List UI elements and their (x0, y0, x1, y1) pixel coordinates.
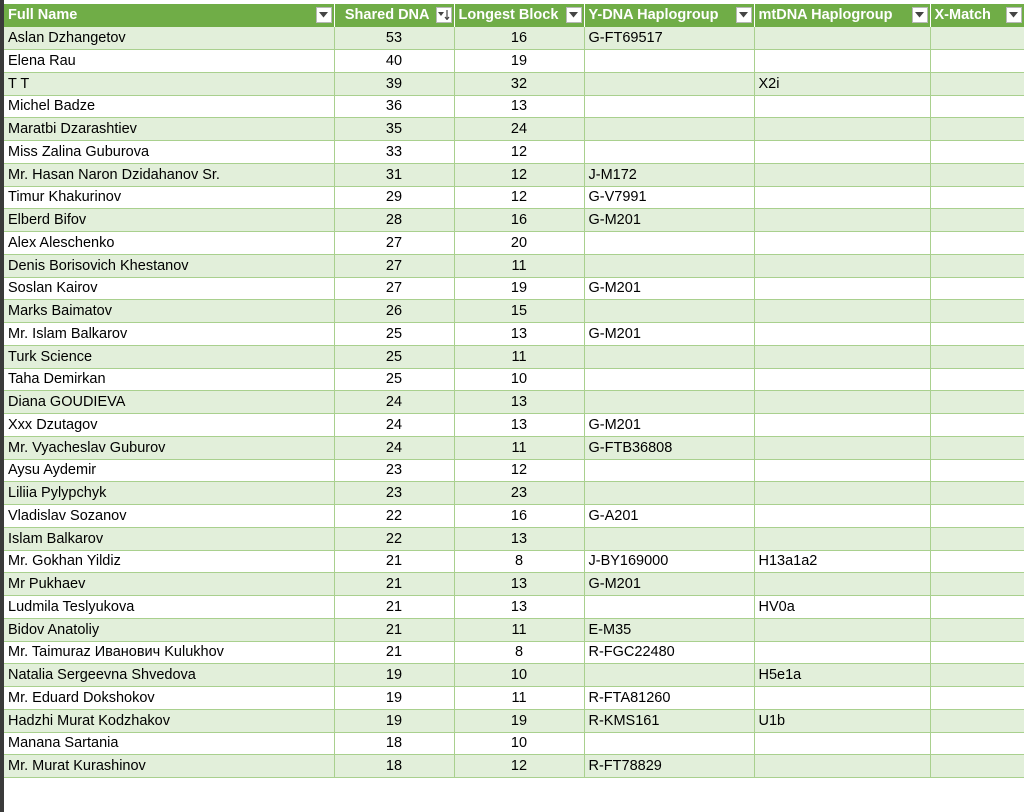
cell-x-match[interactable] (930, 95, 1024, 118)
cell-y-dna[interactable] (584, 527, 754, 550)
table-row (4, 254, 1024, 277)
cell-full-name[interactable]: Miss Zalina Guburova (4, 141, 334, 164)
cell-full-name[interactable]: Manana Sartania (4, 732, 334, 755)
cell-full-name[interactable]: Maratbi Dzarashtiev (4, 118, 334, 141)
cell-y-dna[interactable] (584, 254, 754, 277)
cell-full-name[interactable]: Aslan Dzhangetov (4, 27, 334, 50)
cell-shared-dna[interactable]: 18 (334, 755, 454, 778)
cell-shared-dna[interactable]: 25 (334, 368, 454, 391)
cell-full-name[interactable]: Mr. Vyacheslav Guburov (4, 436, 334, 459)
cell-x-match[interactable] (930, 641, 1024, 664)
header-mtdna-haplogroup (754, 4, 930, 27)
cell-y-dna[interactable] (584, 95, 754, 118)
cell-longest-block[interactable]: 13 (454, 391, 584, 414)
table-body (4, 27, 1024, 778)
cell-shared-dna[interactable]: 21 (334, 596, 454, 619)
cell-longest-block[interactable]: 19 (454, 277, 584, 300)
cell-y-dna[interactable]: R-FTA81260 (584, 687, 754, 710)
cell-mtdna[interactable] (754, 163, 930, 186)
cell-shared-dna[interactable]: 21 (334, 618, 454, 641)
cell-longest-block[interactable]: 19 (454, 709, 584, 732)
table-row (4, 186, 1024, 209)
cell-y-dna[interactable]: E-M35 (584, 618, 754, 641)
table-row (4, 232, 1024, 255)
table-row (4, 300, 1024, 323)
table-row (4, 277, 1024, 300)
cell-y-dna[interactable] (584, 50, 754, 73)
cell-full-name[interactable]: Timur Khakurinov (4, 186, 334, 209)
cell-longest-block[interactable]: 11 (454, 436, 584, 459)
table-row (4, 618, 1024, 641)
cell-longest-block[interactable]: 19 (454, 50, 584, 73)
cell-mtdna[interactable] (754, 755, 930, 778)
cell-longest-block[interactable]: 13 (454, 527, 584, 550)
cell-x-match[interactable] (930, 232, 1024, 255)
cell-shared-dna[interactable]: 27 (334, 254, 454, 277)
cell-mtdna[interactable] (754, 232, 930, 255)
cell-longest-block[interactable]: 13 (454, 414, 584, 437)
cell-mtdna[interactable] (754, 27, 930, 50)
cell-mtdna[interactable] (754, 118, 930, 141)
header-y-dna-haplogroup (584, 4, 754, 27)
cell-mtdna[interactable] (754, 345, 930, 368)
cell-longest-block[interactable]: 13 (454, 573, 584, 596)
cell-full-name[interactable]: Denis Borisovich Khestanov (4, 254, 334, 277)
table-row (4, 596, 1024, 619)
dropdown-filter-icon[interactable] (1006, 7, 1022, 23)
cell-full-name[interactable]: Natalia Sergeevna Shvedova (4, 664, 334, 687)
table-row (4, 482, 1024, 505)
cell-longest-block[interactable]: 11 (454, 345, 584, 368)
cell-x-match[interactable] (930, 118, 1024, 141)
header-mtdna-label: mtDNA Haplogroup (758, 7, 893, 24)
dropdown-filter-icon[interactable] (316, 7, 332, 23)
cell-shared-dna[interactable]: 29 (334, 186, 454, 209)
cell-longest-block[interactable]: 10 (454, 732, 584, 755)
table-row (4, 95, 1024, 118)
cell-x-match[interactable] (930, 436, 1024, 459)
cell-x-match[interactable] (930, 209, 1024, 232)
header-longest-block (454, 4, 584, 27)
cell-longest-block[interactable]: 13 (454, 95, 584, 118)
cell-shared-dna[interactable]: 24 (334, 436, 454, 459)
cell-mtdna[interactable] (754, 505, 930, 528)
cell-longest-block[interactable]: 20 (454, 232, 584, 255)
cell-mtdna[interactable] (754, 414, 930, 437)
cell-longest-block[interactable]: 15 (454, 300, 584, 323)
cell-y-dna[interactable] (584, 732, 754, 755)
header-x-match-label: X-Match (934, 7, 991, 24)
cell-full-name[interactable]: Soslan Kairov (4, 277, 334, 300)
cell-full-name[interactable]: Elberd Bifov (4, 209, 334, 232)
cell-x-match[interactable] (930, 50, 1024, 73)
cell-shared-dna[interactable]: 25 (334, 345, 454, 368)
cell-y-dna[interactable] (584, 391, 754, 414)
table-row (4, 550, 1024, 573)
table-row (4, 27, 1024, 50)
cell-x-match[interactable] (930, 505, 1024, 528)
cell-longest-block[interactable]: 12 (454, 163, 584, 186)
cell-x-match[interactable] (930, 573, 1024, 596)
cell-y-dna[interactable] (584, 141, 754, 164)
table-row (4, 641, 1024, 664)
cell-full-name[interactable]: Marks Baimatov (4, 300, 334, 323)
dropdown-filter-icon[interactable] (736, 7, 752, 23)
cell-shared-dna[interactable]: 24 (334, 391, 454, 414)
cell-mtdna[interactable] (754, 391, 930, 414)
cell-shared-dna[interactable]: 39 (334, 72, 454, 95)
cell-full-name[interactable]: Mr. Murat Kurashinov (4, 755, 334, 778)
cell-x-match[interactable] (930, 527, 1024, 550)
header-full-name-label: Full Name (8, 7, 78, 24)
cell-shared-dna[interactable]: 22 (334, 505, 454, 528)
cell-full-name[interactable]: Turk Science (4, 345, 334, 368)
cell-full-name[interactable]: Ludmila Teslyukova (4, 596, 334, 619)
cell-mtdna[interactable] (754, 459, 930, 482)
table-row (4, 209, 1024, 232)
cell-longest-block[interactable]: 13 (454, 323, 584, 346)
cell-y-dna[interactable] (584, 345, 754, 368)
cell-full-name[interactable]: Vladislav Sozanov (4, 505, 334, 528)
cell-full-name[interactable]: Elena Rau (4, 50, 334, 73)
cell-x-match[interactable] (930, 277, 1024, 300)
cell-longest-block[interactable]: 12 (454, 141, 584, 164)
cell-x-match[interactable] (930, 323, 1024, 346)
cell-mtdna[interactable] (754, 368, 930, 391)
cell-shared-dna[interactable]: 23 (334, 459, 454, 482)
cell-y-dna[interactable]: G-M201 (584, 277, 754, 300)
cell-mtdna[interactable] (754, 254, 930, 277)
cell-mtdna[interactable] (754, 277, 930, 300)
cell-longest-block[interactable]: 12 (454, 459, 584, 482)
cell-mtdna[interactable] (754, 323, 930, 346)
cell-x-match[interactable] (930, 618, 1024, 641)
cell-x-match[interactable] (930, 709, 1024, 732)
cell-x-match[interactable] (930, 300, 1024, 323)
cell-y-dna[interactable] (584, 232, 754, 255)
cell-longest-block[interactable]: 10 (454, 368, 584, 391)
cell-full-name[interactable]: Mr. Hasan Naron Dzidahanov Sr. (4, 163, 334, 186)
cell-y-dna[interactable]: R-KMS161 (584, 709, 754, 732)
cell-x-match[interactable] (930, 664, 1024, 687)
cell-y-dna[interactable] (584, 368, 754, 391)
cell-full-name[interactable]: Liliia Pylypchyk (4, 482, 334, 505)
cell-x-match[interactable] (930, 391, 1024, 414)
table-row (4, 118, 1024, 141)
cell-full-name[interactable]: Mr. Eduard Dokshokov (4, 687, 334, 710)
cell-shared-dna[interactable]: 19 (334, 709, 454, 732)
cell-shared-dna[interactable]: 33 (334, 141, 454, 164)
cell-y-dna[interactable]: G-FT69517 (584, 27, 754, 50)
cell-mtdna[interactable] (754, 436, 930, 459)
cell-shared-dna[interactable]: 22 (334, 527, 454, 550)
cell-full-name[interactable]: Mr. Gokhan Yildiz (4, 550, 334, 573)
cell-y-dna[interactable] (584, 596, 754, 619)
header-full-name (4, 4, 334, 27)
cell-y-dna[interactable] (584, 459, 754, 482)
header-row (4, 4, 1024, 27)
cell-longest-block[interactable]: 8 (454, 641, 584, 664)
cell-full-name[interactable]: Aysu Aydemir (4, 459, 334, 482)
table-row (4, 687, 1024, 710)
table-row (4, 573, 1024, 596)
cell-x-match[interactable] (930, 459, 1024, 482)
cell-x-match[interactable] (930, 141, 1024, 164)
cell-shared-dna[interactable]: 21 (334, 550, 454, 573)
cell-y-dna[interactable]: G-M201 (584, 323, 754, 346)
cell-shared-dna[interactable]: 35 (334, 118, 454, 141)
table-row (4, 345, 1024, 368)
table-row (4, 732, 1024, 755)
cell-y-dna[interactable] (584, 300, 754, 323)
cell-x-match[interactable] (930, 254, 1024, 277)
cell-mtdna[interactable] (754, 141, 930, 164)
cell-y-dna[interactable] (584, 664, 754, 687)
table-row (4, 709, 1024, 732)
cell-mtdna[interactable]: H5e1a (754, 664, 930, 687)
cell-longest-block[interactable]: 8 (454, 550, 584, 573)
cell-longest-block[interactable]: 10 (454, 664, 584, 687)
cell-longest-block[interactable]: 16 (454, 505, 584, 528)
cell-x-match[interactable] (930, 550, 1024, 573)
table-row (4, 50, 1024, 73)
table-row (4, 755, 1024, 778)
header-y-dna-label: Y-DNA Haplogroup (588, 7, 719, 24)
cell-y-dna[interactable]: G-M201 (584, 209, 754, 232)
cell-mtdna[interactable] (754, 687, 930, 710)
cell-y-dna[interactable]: G-M201 (584, 414, 754, 437)
cell-full-name[interactable]: Diana GOUDIEVA (4, 391, 334, 414)
cell-mtdna[interactable] (754, 573, 930, 596)
cell-mtdna[interactable] (754, 618, 930, 641)
cell-full-name[interactable]: Alex Aleschenko (4, 232, 334, 255)
cell-mtdna[interactable] (754, 732, 930, 755)
cell-y-dna[interactable] (584, 72, 754, 95)
dropdown-filter-icon[interactable] (912, 7, 928, 23)
cell-x-match[interactable] (930, 732, 1024, 755)
cell-shared-dna[interactable]: 53 (334, 27, 454, 50)
cell-y-dna[interactable]: G-M201 (584, 573, 754, 596)
cell-shared-dna[interactable]: 23 (334, 482, 454, 505)
cell-longest-block[interactable]: 13 (454, 596, 584, 619)
cell-mtdna[interactable]: U1b (754, 709, 930, 732)
cell-longest-block[interactable]: 11 (454, 254, 584, 277)
table-row (4, 323, 1024, 346)
cell-x-match[interactable] (930, 368, 1024, 391)
cell-x-match[interactable] (930, 755, 1024, 778)
table-row (4, 391, 1024, 414)
cell-x-match[interactable] (930, 72, 1024, 95)
cell-y-dna[interactable]: J-M172 (584, 163, 754, 186)
cell-shared-dna[interactable]: 40 (334, 50, 454, 73)
cell-full-name[interactable]: Bidov Anatoliy (4, 618, 334, 641)
cell-mtdna[interactable]: HV0a (754, 596, 930, 619)
header-shared-dna (334, 4, 454, 27)
cell-y-dna[interactable] (584, 482, 754, 505)
cell-shared-dna[interactable]: 25 (334, 323, 454, 346)
cell-x-match[interactable] (930, 163, 1024, 186)
cell-full-name[interactable]: Mr Pukhaev (4, 573, 334, 596)
cell-shared-dna[interactable]: 19 (334, 687, 454, 710)
cell-longest-block[interactable]: 16 (454, 209, 584, 232)
table-row (4, 141, 1024, 164)
cell-full-name[interactable]: Hadzhi Murat Kodzhakov (4, 709, 334, 732)
cell-x-match[interactable] (930, 414, 1024, 437)
cell-shared-dna[interactable]: 19 (334, 664, 454, 687)
table-row (4, 436, 1024, 459)
header-longest-block-label: Longest Block (458, 7, 559, 24)
cell-shared-dna[interactable]: 27 (334, 277, 454, 300)
cell-mtdna[interactable] (754, 482, 930, 505)
header-shared-dna-label: Shared DNA (344, 7, 430, 24)
cell-x-match[interactable] (930, 186, 1024, 209)
cell-mtdna[interactable] (754, 527, 930, 550)
cell-x-match[interactable] (930, 687, 1024, 710)
cell-mtdna[interactable] (754, 186, 930, 209)
table-row (4, 527, 1024, 550)
cell-mtdna[interactable] (754, 50, 930, 73)
cell-shared-dna[interactable]: 31 (334, 163, 454, 186)
cell-mtdna[interactable] (754, 300, 930, 323)
table-row (4, 72, 1024, 95)
cell-full-name[interactable]: Xxx Dzutagov (4, 414, 334, 437)
cell-mtdna[interactable] (754, 641, 930, 664)
cell-shared-dna[interactable]: 18 (334, 732, 454, 755)
cell-longest-block[interactable]: 23 (454, 482, 584, 505)
cell-mtdna[interactable] (754, 95, 930, 118)
cell-shared-dna[interactable]: 24 (334, 414, 454, 437)
cell-longest-block[interactable]: 11 (454, 618, 584, 641)
cell-y-dna[interactable]: J-BY169000 (584, 550, 754, 573)
cell-x-match[interactable] (930, 27, 1024, 50)
cell-x-match[interactable] (930, 596, 1024, 619)
dropdown-filter-icon[interactable] (566, 7, 582, 23)
dna-matches-table (4, 4, 1024, 778)
cell-shared-dna[interactable]: 28 (334, 209, 454, 232)
cell-longest-block[interactable]: 11 (454, 687, 584, 710)
table-row (4, 414, 1024, 437)
cell-shared-dna[interactable]: 27 (334, 232, 454, 255)
cell-longest-block[interactable]: 16 (454, 27, 584, 50)
cell-longest-block[interactable]: 32 (454, 72, 584, 95)
cell-full-name[interactable]: T T (4, 72, 334, 95)
cell-full-name[interactable]: Mr. Taimuraz Иванович Kulukhov (4, 641, 334, 664)
cell-mtdna[interactable] (754, 209, 930, 232)
cell-y-dna[interactable]: G-FTB36808 (584, 436, 754, 459)
table-row (4, 368, 1024, 391)
cell-longest-block[interactable]: 24 (454, 118, 584, 141)
cell-shared-dna[interactable]: 21 (334, 641, 454, 664)
sort-descending-filter-icon[interactable] (436, 7, 452, 23)
cell-mtdna[interactable]: H13a1a2 (754, 550, 930, 573)
cell-full-name[interactable]: Michel Badze (4, 95, 334, 118)
cell-shared-dna[interactable]: 36 (334, 95, 454, 118)
table-row (4, 505, 1024, 528)
cell-y-dna[interactable] (584, 118, 754, 141)
cell-longest-block[interactable]: 12 (454, 186, 584, 209)
cell-full-name[interactable]: Taha Demirkan (4, 368, 334, 391)
table-row (4, 459, 1024, 482)
cell-y-dna[interactable]: G-A201 (584, 505, 754, 528)
cell-y-dna[interactable]: R-FT78829 (584, 755, 754, 778)
cell-longest-block[interactable]: 12 (454, 755, 584, 778)
cell-x-match[interactable] (930, 345, 1024, 368)
cell-mtdna[interactable]: X2i (754, 72, 930, 95)
table-row (4, 163, 1024, 186)
table-row (4, 664, 1024, 687)
cell-shared-dna[interactable]: 21 (334, 573, 454, 596)
cell-full-name[interactable]: Mr. Islam Balkarov (4, 323, 334, 346)
cell-shared-dna[interactable]: 26 (334, 300, 454, 323)
cell-y-dna[interactable]: G-V7991 (584, 186, 754, 209)
cell-full-name[interactable]: Islam Balkarov (4, 527, 334, 550)
cell-y-dna[interactable]: R-FGC22480 (584, 641, 754, 664)
header-x-match (930, 4, 1024, 27)
cell-x-match[interactable] (930, 482, 1024, 505)
